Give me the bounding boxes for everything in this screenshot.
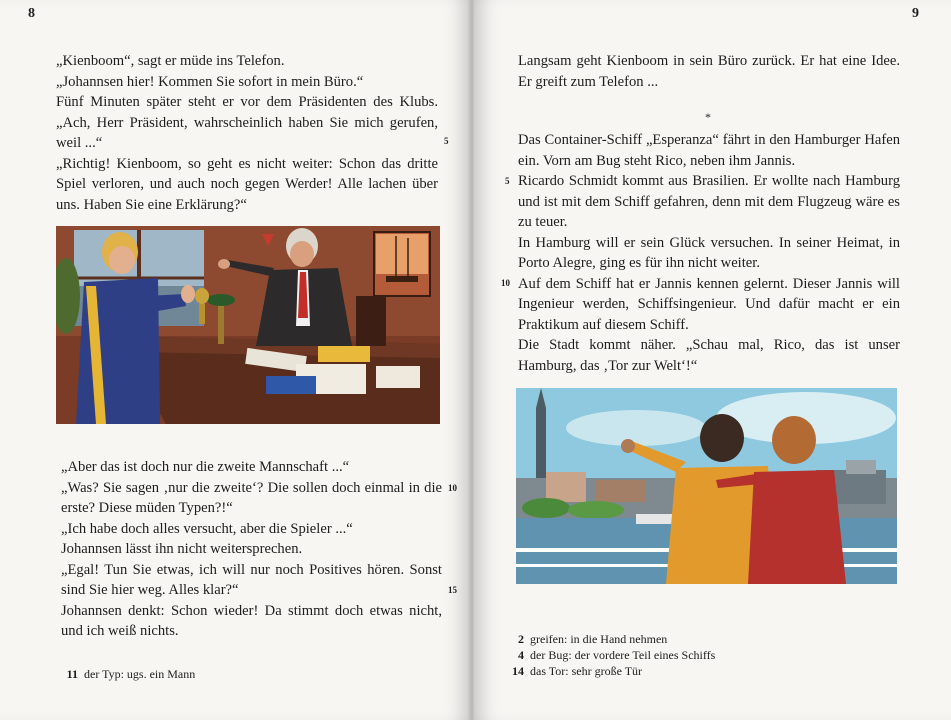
footnote-text: der Typ: ugs. ein Mann (84, 667, 196, 681)
harbour-scene-image (516, 388, 897, 584)
paragraph: „Johannsen hier! Kommen Sie sofort in mein Büro.“ (56, 73, 364, 90)
footnote-text: der Bug: der vordere Teil eines Schiffs (530, 648, 716, 662)
page-number-right: 9 (912, 6, 919, 21)
footnote-text: das Tor: sehr große Tür (530, 664, 643, 678)
footnote (510, 663, 715, 679)
line-number-10: 10 (448, 483, 457, 493)
paragraph: Langsam geht Kienboom in sein Büro zurück. Er hat eine Idee. Er greift zum Telefon ... (518, 53, 900, 90)
footnote (510, 647, 715, 663)
left-text-top (56, 51, 438, 215)
left-footnotes (64, 666, 195, 682)
footnote-number: 11 (66, 667, 78, 681)
paragraph: Fünf Minuten später steht er vor dem Präsidenten des Klubs. „Ach, Herr Präsident, wahrscheinlich haben Sie mich gerufen, weil ...“ (56, 94, 438, 151)
left-text-bottom (61, 457, 442, 642)
line-number-5: 5 (505, 176, 510, 186)
paragraph: Johannsen lässt ihn nicht weitersprechen. (61, 541, 303, 557)
paragraph: Das Container-Schiff „Esperanza“ fährt in den Hamburger Hafen ein. Vorn am Bug steht Rico, neben ihm Jannis. (518, 132, 900, 169)
office-scene-image (56, 226, 440, 424)
paragraph: „Richtig! Kienboom, so geht es nicht weiter: Schon das dritte Spiel verloren, und auch noch gegen Werder! Alle lachen über uns. Haben Sie eine Erklärung?“ (56, 155, 438, 213)
footnote-text: greifen: in die Hand nehmen (530, 632, 668, 646)
left-page (0, 0, 470, 720)
page-number-left: 8 (28, 6, 35, 21)
paragraph: Ricardo Schmidt kommt aus Brasilien. Er wollte nach Hamburg und ist mit dem Schiff gefahren, denn mit dem Flugzeug wäre es zu teuer. (518, 173, 900, 230)
right-text-main (518, 130, 900, 376)
paragraph: Die Stadt kommt näher. „Schau mal, Rico, das ist unser Hamburg, das ‚Tor zur Welt‘!“ (518, 337, 900, 374)
paragraph: „Was? Sie sagen ‚nur die zweite‘? Die sollen doch einmal in die erste? Diese müden Typen?!“ (61, 479, 442, 516)
paragraph: „Ich habe doch alles versucht, aber die Spieler ...“ (61, 520, 353, 537)
paragraph: „Egal! Tun Sie etwas, ich will nur noch Positives hören. Sonst sind Sie hier weg. Alles klar?“ (61, 561, 442, 598)
line-number-15: 15 (448, 585, 457, 595)
footnote (510, 631, 715, 647)
harbour-illustration (516, 388, 897, 584)
right-footnotes (510, 631, 715, 679)
paragraph: „Aber das ist doch nur die zweite Mannschaft ...“ (61, 459, 350, 475)
footnote (64, 666, 195, 682)
footnote-number: 4 (518, 648, 524, 662)
paragraph: „Kienboom“, sagt er müde ins Telefon. (56, 53, 285, 69)
paragraph: In Hamburg will er sein Glück versuchen. In seiner Heimat, in Porto Alegre, ging es für ihn nicht weiter. (518, 234, 900, 271)
section-separator: * (705, 110, 711, 124)
paragraph: Johannsen denkt: Schon wieder! Da stimmt doch etwas nicht, und ich weiß nichts. (61, 602, 442, 639)
office-illustration (56, 226, 440, 424)
footnote-number: 14 (512, 664, 524, 678)
right-page (474, 0, 951, 720)
paragraph: Auf dem Schiff hat er Jannis kennen gelernt. Dieser Jannis will Ingenieur werden, Schiffsingenieur. Und dafür macht er ein Praktikum auf diesem Schiff. (518, 275, 900, 333)
line-number-5: 5 (444, 136, 449, 146)
footnote-number: 2 (518, 632, 524, 646)
line-number-10: 10 (501, 278, 510, 288)
right-text-top (518, 51, 900, 92)
